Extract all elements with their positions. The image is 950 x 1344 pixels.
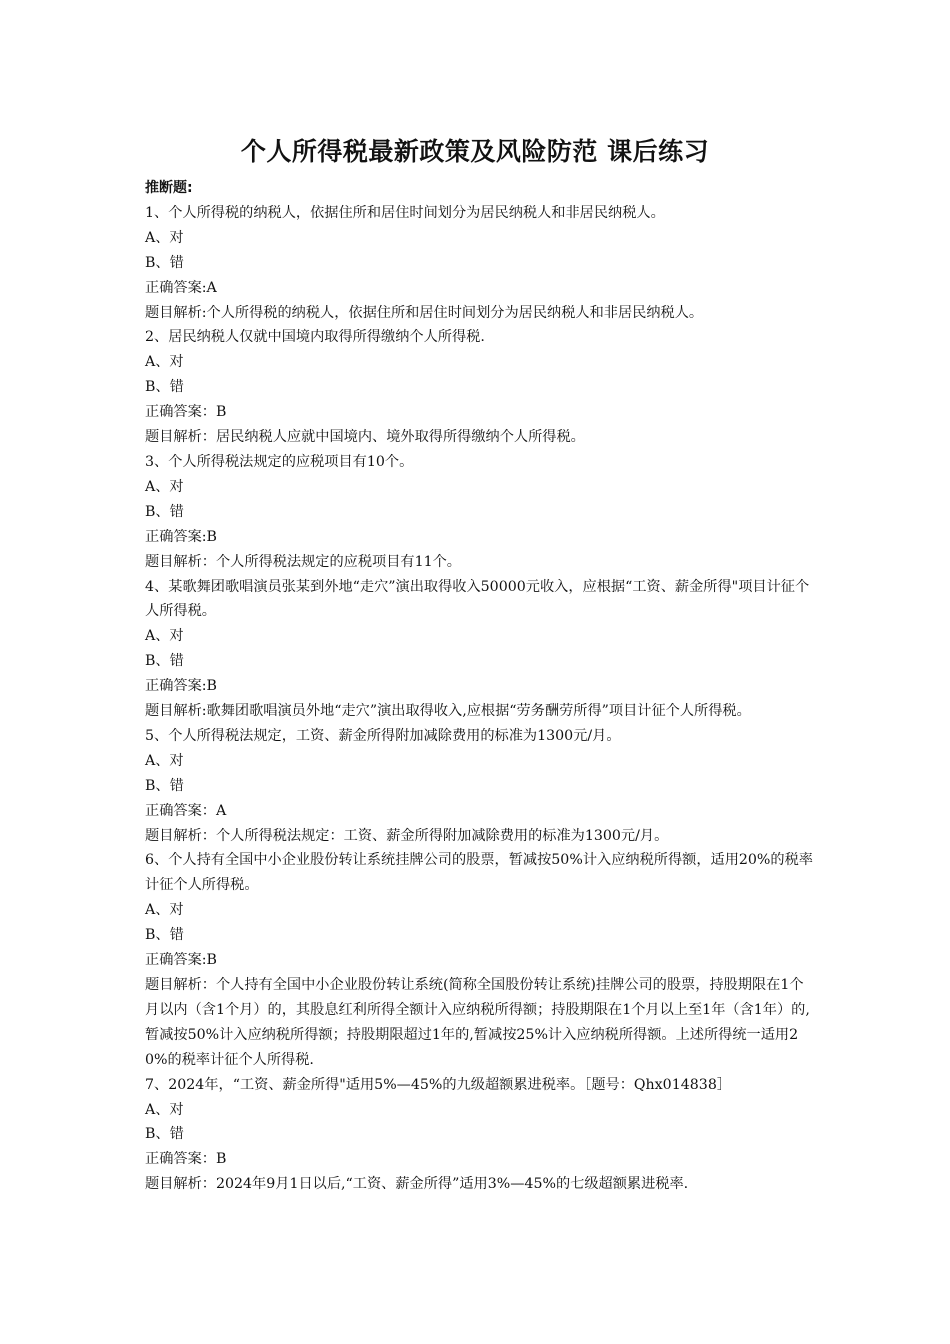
option-b: B、错 bbox=[145, 927, 184, 944]
question-text: 5、个人所得税法规定，工资、薪金所得附加减除费用的标准为1300元/月。 bbox=[145, 727, 621, 744]
answer-analysis: 题目解析：个人持有全国中小企业股份转让系统(简称全国股份转让系统)挂牌公司的股票，持股期限在1个月以内（含1个月）的，其股息红利所得全额计入应纳税所得额；持股期限在1个月以上至1年（含1年）的,暂减按50%计入应纳税所得额；持股期限超过1年的,暂减按25%计入应纳税所得额。上述所得统一适用20%的税率计征个人所得税. bbox=[145, 977, 810, 1068]
correct-answer: 正确答案：A bbox=[145, 802, 227, 819]
question-text: 7、2024年，“工资、薪金所得"适用5%—45%的九级超额累进税率。［题号：Qhx014838］ bbox=[145, 1076, 732, 1093]
question-item-7 bbox=[145, 1073, 813, 1198]
answer-analysis: 题目解析:个人所得税的纳税人，依据住所和居住时间划分为居民纳税人和非居民纳税人。 bbox=[145, 304, 704, 321]
option-b: B、错 bbox=[145, 777, 184, 794]
option-b: B、错 bbox=[145, 503, 184, 520]
question-item-6 bbox=[145, 848, 813, 1072]
question-text: 3、个人所得税法规定的应税项目有10个。 bbox=[145, 453, 414, 470]
answer-analysis: 题目解析：个人所得税法规定：工资、薪金所得附加减除费用的标准为1300元/月。 bbox=[145, 827, 669, 844]
correct-answer: 正确答案:A bbox=[145, 279, 217, 296]
option-b: B、错 bbox=[145, 653, 184, 670]
option-b: B、错 bbox=[145, 254, 184, 271]
question-list bbox=[145, 176, 813, 1197]
question-text: 2、居民纳税人仅就中国境内取得所得缴纳个人所得税. bbox=[145, 329, 485, 346]
section-heading: 推断题: bbox=[145, 180, 193, 196]
question-item-5 bbox=[145, 724, 813, 849]
answer-analysis: 题目解析:歌舞团歌唱演员外地“走穴”演出取得收入,应根据“劳务酬劳所得”项目计征个人所得税。 bbox=[145, 703, 751, 720]
option-a: A、对 bbox=[145, 229, 184, 246]
option-a: A、对 bbox=[145, 752, 184, 769]
correct-answer: 正确答案：B bbox=[145, 1151, 227, 1168]
correct-answer: 正确答案:B bbox=[145, 528, 217, 545]
correct-answer: 正确答案:B bbox=[145, 952, 217, 969]
option-a: A、对 bbox=[145, 1101, 184, 1118]
question-text: 6、个人持有全国中小企业股份转让系统挂牌公司的股票，暂减按50%计入应纳税所得额，适用20%的税率计征个人所得税。 bbox=[145, 852, 813, 894]
option-a: A、对 bbox=[145, 902, 184, 919]
question-item-1 bbox=[145, 201, 813, 326]
answer-analysis: 题目解析：个人所得税法规定的应税项目有11个。 bbox=[145, 553, 461, 570]
question-item-2 bbox=[145, 325, 813, 450]
option-a: A、对 bbox=[145, 628, 184, 645]
correct-answer: 正确答案：B bbox=[145, 404, 227, 421]
option-b: B、错 bbox=[145, 379, 184, 396]
question-text: 1、个人所得税的纳税人，依据住所和居住时间划分为居民纳税人和非居民纳税人。 bbox=[145, 204, 665, 221]
option-b: B、错 bbox=[145, 1126, 184, 1143]
page-title: 个人所得税最新政策及风险防范 课后练习 bbox=[240, 137, 710, 166]
option-a: A、对 bbox=[145, 478, 184, 495]
question-item-3 bbox=[145, 450, 813, 575]
correct-answer: 正确答案:B bbox=[145, 678, 217, 695]
answer-analysis: 题目解析：居民纳税人应就中国境内、境外取得所得缴纳个人所得税。 bbox=[145, 429, 585, 446]
question-item-4 bbox=[145, 575, 813, 724]
answer-analysis: 题目解析：2024年9月1日以后,“工资、薪金所得”适用3%—45%的七级超额累进税率. bbox=[145, 1176, 689, 1193]
question-text: 4、某歌舞团歌唱演员张某到外地“走穴”演出取得收入50000元收入，应根据“工资、薪金所得"项目计征个人所得税。 bbox=[145, 578, 810, 620]
option-a: A、对 bbox=[145, 354, 184, 371]
